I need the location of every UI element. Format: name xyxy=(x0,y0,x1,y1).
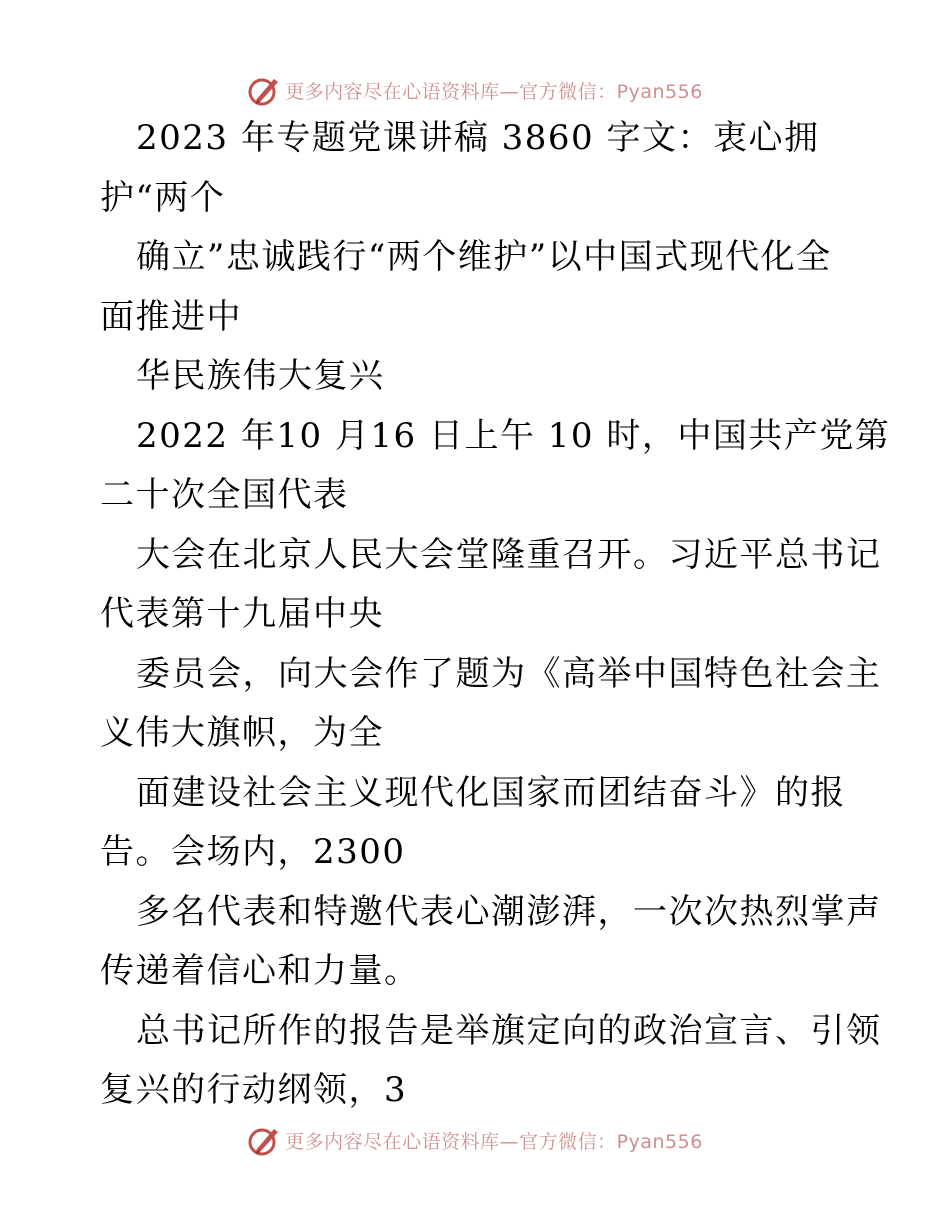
quill-pen-logo-icon xyxy=(247,1123,281,1157)
text-line: 义伟大旗帜，为全 xyxy=(100,713,384,753)
text-line: 面建设社会主义现代化国家而团结奋斗》的报 xyxy=(136,772,846,813)
text-line: 大会在北京人民大会堂隆重召开。习近平总书记 xyxy=(136,534,882,575)
text-line: 总书记所作的报告是举旗定向的政治宣言、引领 xyxy=(136,1010,882,1051)
text-line: 代表第十九届中央 xyxy=(100,594,384,634)
text-line: 确立”忠诚践行“两个维护”以中国式现代化全 xyxy=(136,237,832,277)
footer-banner-text: 更多内容尽在心语资料库—官方微信：Pyan556 xyxy=(285,1130,703,1153)
header-banner-text: 更多内容尽在心语资料库—官方微信：Pyan556 xyxy=(285,80,703,103)
text-line: 多名代表和特邀代表心潮澎湃，一次次热烈掌声 xyxy=(136,891,882,932)
text-line: 护“两个 xyxy=(100,177,226,218)
text-line: 委员会，向大会作了题为《高举中国特色社会主 xyxy=(136,653,882,694)
text-line: 二十次全国代表 xyxy=(100,475,349,515)
text-line: 面推进中 xyxy=(100,296,242,337)
footer-banner xyxy=(0,1120,950,1160)
quill-pen-logo-icon xyxy=(247,73,281,107)
text-line: 告。会场内，2300 xyxy=(100,832,406,872)
text-line: 传递着信心和力量。 xyxy=(100,951,420,991)
text-line: 复兴的行动纲领，3 xyxy=(100,1070,408,1110)
header-banner xyxy=(0,70,950,110)
text-line: 华民族伟大复兴 xyxy=(136,356,385,396)
text-line: 2022 年10 月16 日上午 10 时，中国共产党第 xyxy=(136,415,891,456)
text-line: 2023 年专题党课讲稿 3860 字文：衷心拥 xyxy=(136,118,820,158)
